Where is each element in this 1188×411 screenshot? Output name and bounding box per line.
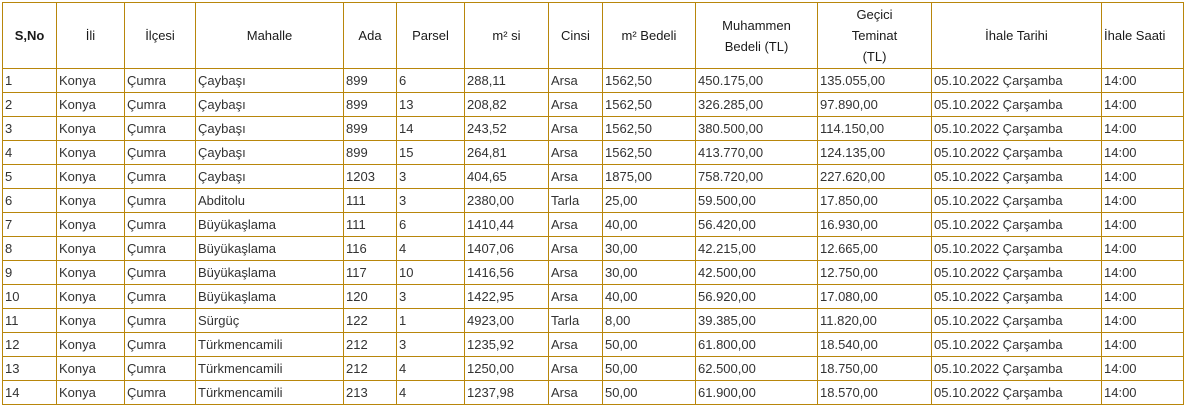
cell-mahalle: Çaybaşı [196, 141, 344, 165]
cell-mahalle: Türkmencamili [196, 381, 344, 405]
cell-m2: 404,65 [465, 165, 549, 189]
cell-ada: 212 [344, 357, 397, 381]
cell-il: Konya [57, 141, 125, 165]
header-ilce: İlçesi [125, 3, 196, 69]
cell-parsel: 13 [397, 93, 465, 117]
cell-mahalle: Çaybaşı [196, 165, 344, 189]
cell-m2: 1407,06 [465, 237, 549, 261]
cell-ihale-saati: 14:00 [1102, 141, 1184, 165]
cell-ilce: Çumra [125, 309, 196, 333]
cell-m2-bedeli: 1562,50 [603, 117, 696, 141]
cell-parsel: 6 [397, 69, 465, 93]
cell-ihale-tarihi: 05.10.2022 Çarşamba [932, 333, 1102, 357]
cell-ihale-saati: 14:00 [1102, 237, 1184, 261]
header-muhammen-line2: Bedeli (TL) [724, 38, 789, 54]
cell-ilce: Çumra [125, 285, 196, 309]
cell-ada: 111 [344, 189, 397, 213]
cell-ada: 212 [344, 333, 397, 357]
cell-parsel: 15 [397, 141, 465, 165]
cell-cinsi: Arsa [549, 381, 603, 405]
cell-sno: 1 [3, 69, 57, 93]
cell-parsel: 4 [397, 237, 465, 261]
cell-sno: 11 [3, 309, 57, 333]
cell-m2-bedeli: 25,00 [603, 189, 696, 213]
cell-cinsi: Tarla [549, 189, 603, 213]
cell-ihale-saati: 14:00 [1102, 333, 1184, 357]
header-ihale-saati: İhale Saati [1102, 3, 1184, 69]
cell-m2: 288,11 [465, 69, 549, 93]
table-row [3, 165, 1184, 189]
cell-m2-bedeli: 1875,00 [603, 165, 696, 189]
cell-m2-bedeli: 1562,50 [603, 93, 696, 117]
header-m2-bedeli: m² Bedeli [603, 3, 696, 69]
cell-ilce: Çumra [125, 69, 196, 93]
cell-gecici-teminat: 18.570,00 [818, 381, 932, 405]
table-row [3, 189, 1184, 213]
table-row [3, 285, 1184, 309]
cell-ada: 899 [344, 69, 397, 93]
header-muhammen-bedeli [696, 3, 818, 69]
cell-parsel: 1 [397, 309, 465, 333]
table-body [3, 69, 1184, 405]
cell-gecici-teminat: 12.750,00 [818, 261, 932, 285]
cell-cinsi: Tarla [549, 309, 603, 333]
cell-ada: 120 [344, 285, 397, 309]
cell-il: Konya [57, 285, 125, 309]
cell-m2: 1235,92 [465, 333, 549, 357]
cell-gecici-teminat: 11.820,00 [818, 309, 932, 333]
header-ihale-tarihi: İhale Tarihi [932, 3, 1102, 69]
header-cinsi: Cinsi [549, 3, 603, 69]
cell-mahalle: Çaybaşı [196, 93, 344, 117]
cell-muhammen-bedeli: 39.385,00 [696, 309, 818, 333]
cell-sno: 5 [3, 165, 57, 189]
cell-parsel: 4 [397, 381, 465, 405]
cell-muhammen-bedeli: 450.175,00 [696, 69, 818, 93]
cell-m2: 4923,00 [465, 309, 549, 333]
cell-sno: 6 [3, 189, 57, 213]
cell-cinsi: Arsa [549, 93, 603, 117]
cell-cinsi: Arsa [549, 165, 603, 189]
cell-cinsi: Arsa [549, 213, 603, 237]
cell-sno: 12 [3, 333, 57, 357]
cell-ilce: Çumra [125, 117, 196, 141]
cell-il: Konya [57, 213, 125, 237]
cell-ada: 899 [344, 141, 397, 165]
cell-ihale-tarihi: 05.10.2022 Çarşamba [932, 93, 1102, 117]
cell-il: Konya [57, 333, 125, 357]
cell-ada: 111 [344, 213, 397, 237]
cell-ilce: Çumra [125, 165, 196, 189]
cell-il: Konya [57, 261, 125, 285]
cell-parsel: 3 [397, 333, 465, 357]
cell-m2: 1237,98 [465, 381, 549, 405]
cell-muhammen-bedeli: 758.720,00 [696, 165, 818, 189]
cell-ihale-tarihi: 05.10.2022 Çarşamba [932, 357, 1102, 381]
cell-mahalle: Büyükaşlama [196, 213, 344, 237]
table-header-row [3, 3, 1184, 69]
cell-ilce: Çumra [125, 189, 196, 213]
cell-ihale-tarihi: 05.10.2022 Çarşamba [932, 117, 1102, 141]
cell-gecici-teminat: 114.150,00 [818, 117, 932, 141]
cell-ihale-saati: 14:00 [1102, 309, 1184, 333]
auction-table [2, 2, 1184, 405]
cell-ihale-saati: 14:00 [1102, 213, 1184, 237]
cell-ada: 122 [344, 309, 397, 333]
cell-parsel: 3 [397, 189, 465, 213]
cell-ihale-saati: 14:00 [1102, 93, 1184, 117]
cell-m2-bedeli: 50,00 [603, 333, 696, 357]
cell-gecici-teminat: 18.540,00 [818, 333, 932, 357]
cell-cinsi: Arsa [549, 141, 603, 165]
cell-m2-bedeli: 40,00 [603, 285, 696, 309]
cell-m2: 264,81 [465, 141, 549, 165]
cell-cinsi: Arsa [549, 357, 603, 381]
cell-m2-bedeli: 50,00 [603, 357, 696, 381]
cell-ihale-saati: 14:00 [1102, 69, 1184, 93]
cell-ihale-saati: 14:00 [1102, 381, 1184, 405]
cell-ihale-saati: 14:00 [1102, 285, 1184, 309]
cell-muhammen-bedeli: 59.500,00 [696, 189, 818, 213]
cell-ihale-tarihi: 05.10.2022 Çarşamba [932, 309, 1102, 333]
table-row [3, 69, 1184, 93]
cell-ihale-saati: 14:00 [1102, 165, 1184, 189]
cell-ihale-saati: 14:00 [1102, 261, 1184, 285]
header-teminat-line3: (TL) [862, 49, 887, 64]
cell-muhammen-bedeli: 62.500,00 [696, 357, 818, 381]
cell-ilce: Çumra [125, 261, 196, 285]
cell-muhammen-bedeli: 61.800,00 [696, 333, 818, 357]
cell-il: Konya [57, 117, 125, 141]
table-row [3, 357, 1184, 381]
cell-ihale-tarihi: 05.10.2022 Çarşamba [932, 237, 1102, 261]
cell-m2: 1410,44 [465, 213, 549, 237]
header-muhammen-line1: Muhammen [722, 17, 791, 33]
cell-m2: 1416,56 [465, 261, 549, 285]
cell-gecici-teminat: 124.135,00 [818, 141, 932, 165]
cell-parsel: 6 [397, 213, 465, 237]
cell-ihale-saati: 14:00 [1102, 117, 1184, 141]
header-il: İli [57, 3, 125, 69]
cell-m2: 243,52 [465, 117, 549, 141]
cell-ada: 899 [344, 117, 397, 141]
cell-ihale-tarihi: 05.10.2022 Çarşamba [932, 285, 1102, 309]
cell-gecici-teminat: 97.890,00 [818, 93, 932, 117]
cell-gecici-teminat: 135.055,00 [818, 69, 932, 93]
cell-gecici-teminat: 16.930,00 [818, 213, 932, 237]
cell-parsel: 4 [397, 357, 465, 381]
cell-m2-bedeli: 1562,50 [603, 141, 696, 165]
cell-cinsi: Arsa [549, 333, 603, 357]
header-gecici-teminat [818, 3, 932, 69]
cell-mahalle: Abditolu [196, 189, 344, 213]
cell-ihale-tarihi: 05.10.2022 Çarşamba [932, 69, 1102, 93]
cell-parsel: 3 [397, 285, 465, 309]
cell-mahalle: Büyükaşlama [196, 285, 344, 309]
cell-gecici-teminat: 227.620,00 [818, 165, 932, 189]
cell-parsel: 3 [397, 165, 465, 189]
cell-ihale-saati: 14:00 [1102, 357, 1184, 381]
table-row [3, 213, 1184, 237]
cell-il: Konya [57, 93, 125, 117]
table-row [3, 333, 1184, 357]
cell-cinsi: Arsa [549, 285, 603, 309]
cell-gecici-teminat: 18.750,00 [818, 357, 932, 381]
header-teminat-line2: Teminat [851, 28, 898, 43]
cell-il: Konya [57, 309, 125, 333]
cell-sno: 13 [3, 357, 57, 381]
cell-ihale-tarihi: 05.10.2022 Çarşamba [932, 213, 1102, 237]
cell-mahalle: Çaybaşı [196, 69, 344, 93]
cell-mahalle: Türkmencamili [196, 333, 344, 357]
cell-gecici-teminat: 17.850,00 [818, 189, 932, 213]
cell-m2-bedeli: 40,00 [603, 213, 696, 237]
cell-m2-bedeli: 50,00 [603, 381, 696, 405]
table-row [3, 117, 1184, 141]
cell-ilce: Çumra [125, 333, 196, 357]
cell-sno: 10 [3, 285, 57, 309]
cell-cinsi: Arsa [549, 117, 603, 141]
cell-ihale-tarihi: 05.10.2022 Çarşamba [932, 189, 1102, 213]
cell-sno: 7 [3, 213, 57, 237]
cell-ilce: Çumra [125, 237, 196, 261]
cell-muhammen-bedeli: 380.500,00 [696, 117, 818, 141]
cell-ihale-tarihi: 05.10.2022 Çarşamba [932, 141, 1102, 165]
cell-ihale-saati: 14:00 [1102, 189, 1184, 213]
table-row [3, 93, 1184, 117]
cell-m2-bedeli: 30,00 [603, 261, 696, 285]
cell-ilce: Çumra [125, 141, 196, 165]
cell-muhammen-bedeli: 42.500,00 [696, 261, 818, 285]
cell-m2: 208,82 [465, 93, 549, 117]
cell-il: Konya [57, 165, 125, 189]
header-m2: m² si [465, 3, 549, 69]
cell-sno: 8 [3, 237, 57, 261]
cell-ihale-tarihi: 05.10.2022 Çarşamba [932, 261, 1102, 285]
cell-il: Konya [57, 381, 125, 405]
cell-cinsi: Arsa [549, 237, 603, 261]
cell-ihale-tarihi: 05.10.2022 Çarşamba [932, 165, 1102, 189]
cell-il: Konya [57, 237, 125, 261]
cell-mahalle: Çaybaşı [196, 117, 344, 141]
cell-muhammen-bedeli: 56.920,00 [696, 285, 818, 309]
cell-mahalle: Sürgüç [196, 309, 344, 333]
table-row [3, 309, 1184, 333]
header-parsel: Parsel [397, 3, 465, 69]
cell-parsel: 10 [397, 261, 465, 285]
table-row [3, 141, 1184, 165]
cell-ada: 1203 [344, 165, 397, 189]
cell-sno: 3 [3, 117, 57, 141]
cell-muhammen-bedeli: 56.420,00 [696, 213, 818, 237]
cell-ilce: Çumra [125, 93, 196, 117]
cell-ihale-tarihi: 05.10.2022 Çarşamba [932, 381, 1102, 405]
cell-muhammen-bedeli: 61.900,00 [696, 381, 818, 405]
cell-cinsi: Arsa [549, 69, 603, 93]
cell-ilce: Çumra [125, 213, 196, 237]
cell-gecici-teminat: 12.665,00 [818, 237, 932, 261]
cell-ada: 899 [344, 93, 397, 117]
cell-m2: 1250,00 [465, 357, 549, 381]
table-row [3, 237, 1184, 261]
cell-muhammen-bedeli: 326.285,00 [696, 93, 818, 117]
cell-m2-bedeli: 1562,50 [603, 69, 696, 93]
cell-m2: 2380,00 [465, 189, 549, 213]
cell-ada: 117 [344, 261, 397, 285]
cell-mahalle: Büyükaşlama [196, 261, 344, 285]
cell-mahalle: Büyükaşlama [196, 237, 344, 261]
cell-ilce: Çumra [125, 381, 196, 405]
header-teminat-line1: Geçici [856, 7, 893, 22]
cell-m2-bedeli: 8,00 [603, 309, 696, 333]
header-mahalle: Mahalle [196, 3, 344, 69]
cell-ada: 213 [344, 381, 397, 405]
table-row [3, 261, 1184, 285]
cell-m2: 1422,95 [465, 285, 549, 309]
cell-ada: 116 [344, 237, 397, 261]
cell-ilce: Çumra [125, 357, 196, 381]
table-row [3, 381, 1184, 405]
cell-il: Konya [57, 357, 125, 381]
cell-cinsi: Arsa [549, 261, 603, 285]
cell-muhammen-bedeli: 413.770,00 [696, 141, 818, 165]
cell-il: Konya [57, 69, 125, 93]
cell-sno: 9 [3, 261, 57, 285]
cell-sno: 2 [3, 93, 57, 117]
cell-sno: 14 [3, 381, 57, 405]
cell-il: Konya [57, 189, 125, 213]
cell-mahalle: Türkmencamili [196, 357, 344, 381]
cell-muhammen-bedeli: 42.215,00 [696, 237, 818, 261]
header-ada: Ada [344, 3, 397, 69]
header-sno: S,No [3, 3, 57, 69]
cell-gecici-teminat: 17.080,00 [818, 285, 932, 309]
cell-sno: 4 [3, 141, 57, 165]
cell-parsel: 14 [397, 117, 465, 141]
cell-m2-bedeli: 30,00 [603, 237, 696, 261]
